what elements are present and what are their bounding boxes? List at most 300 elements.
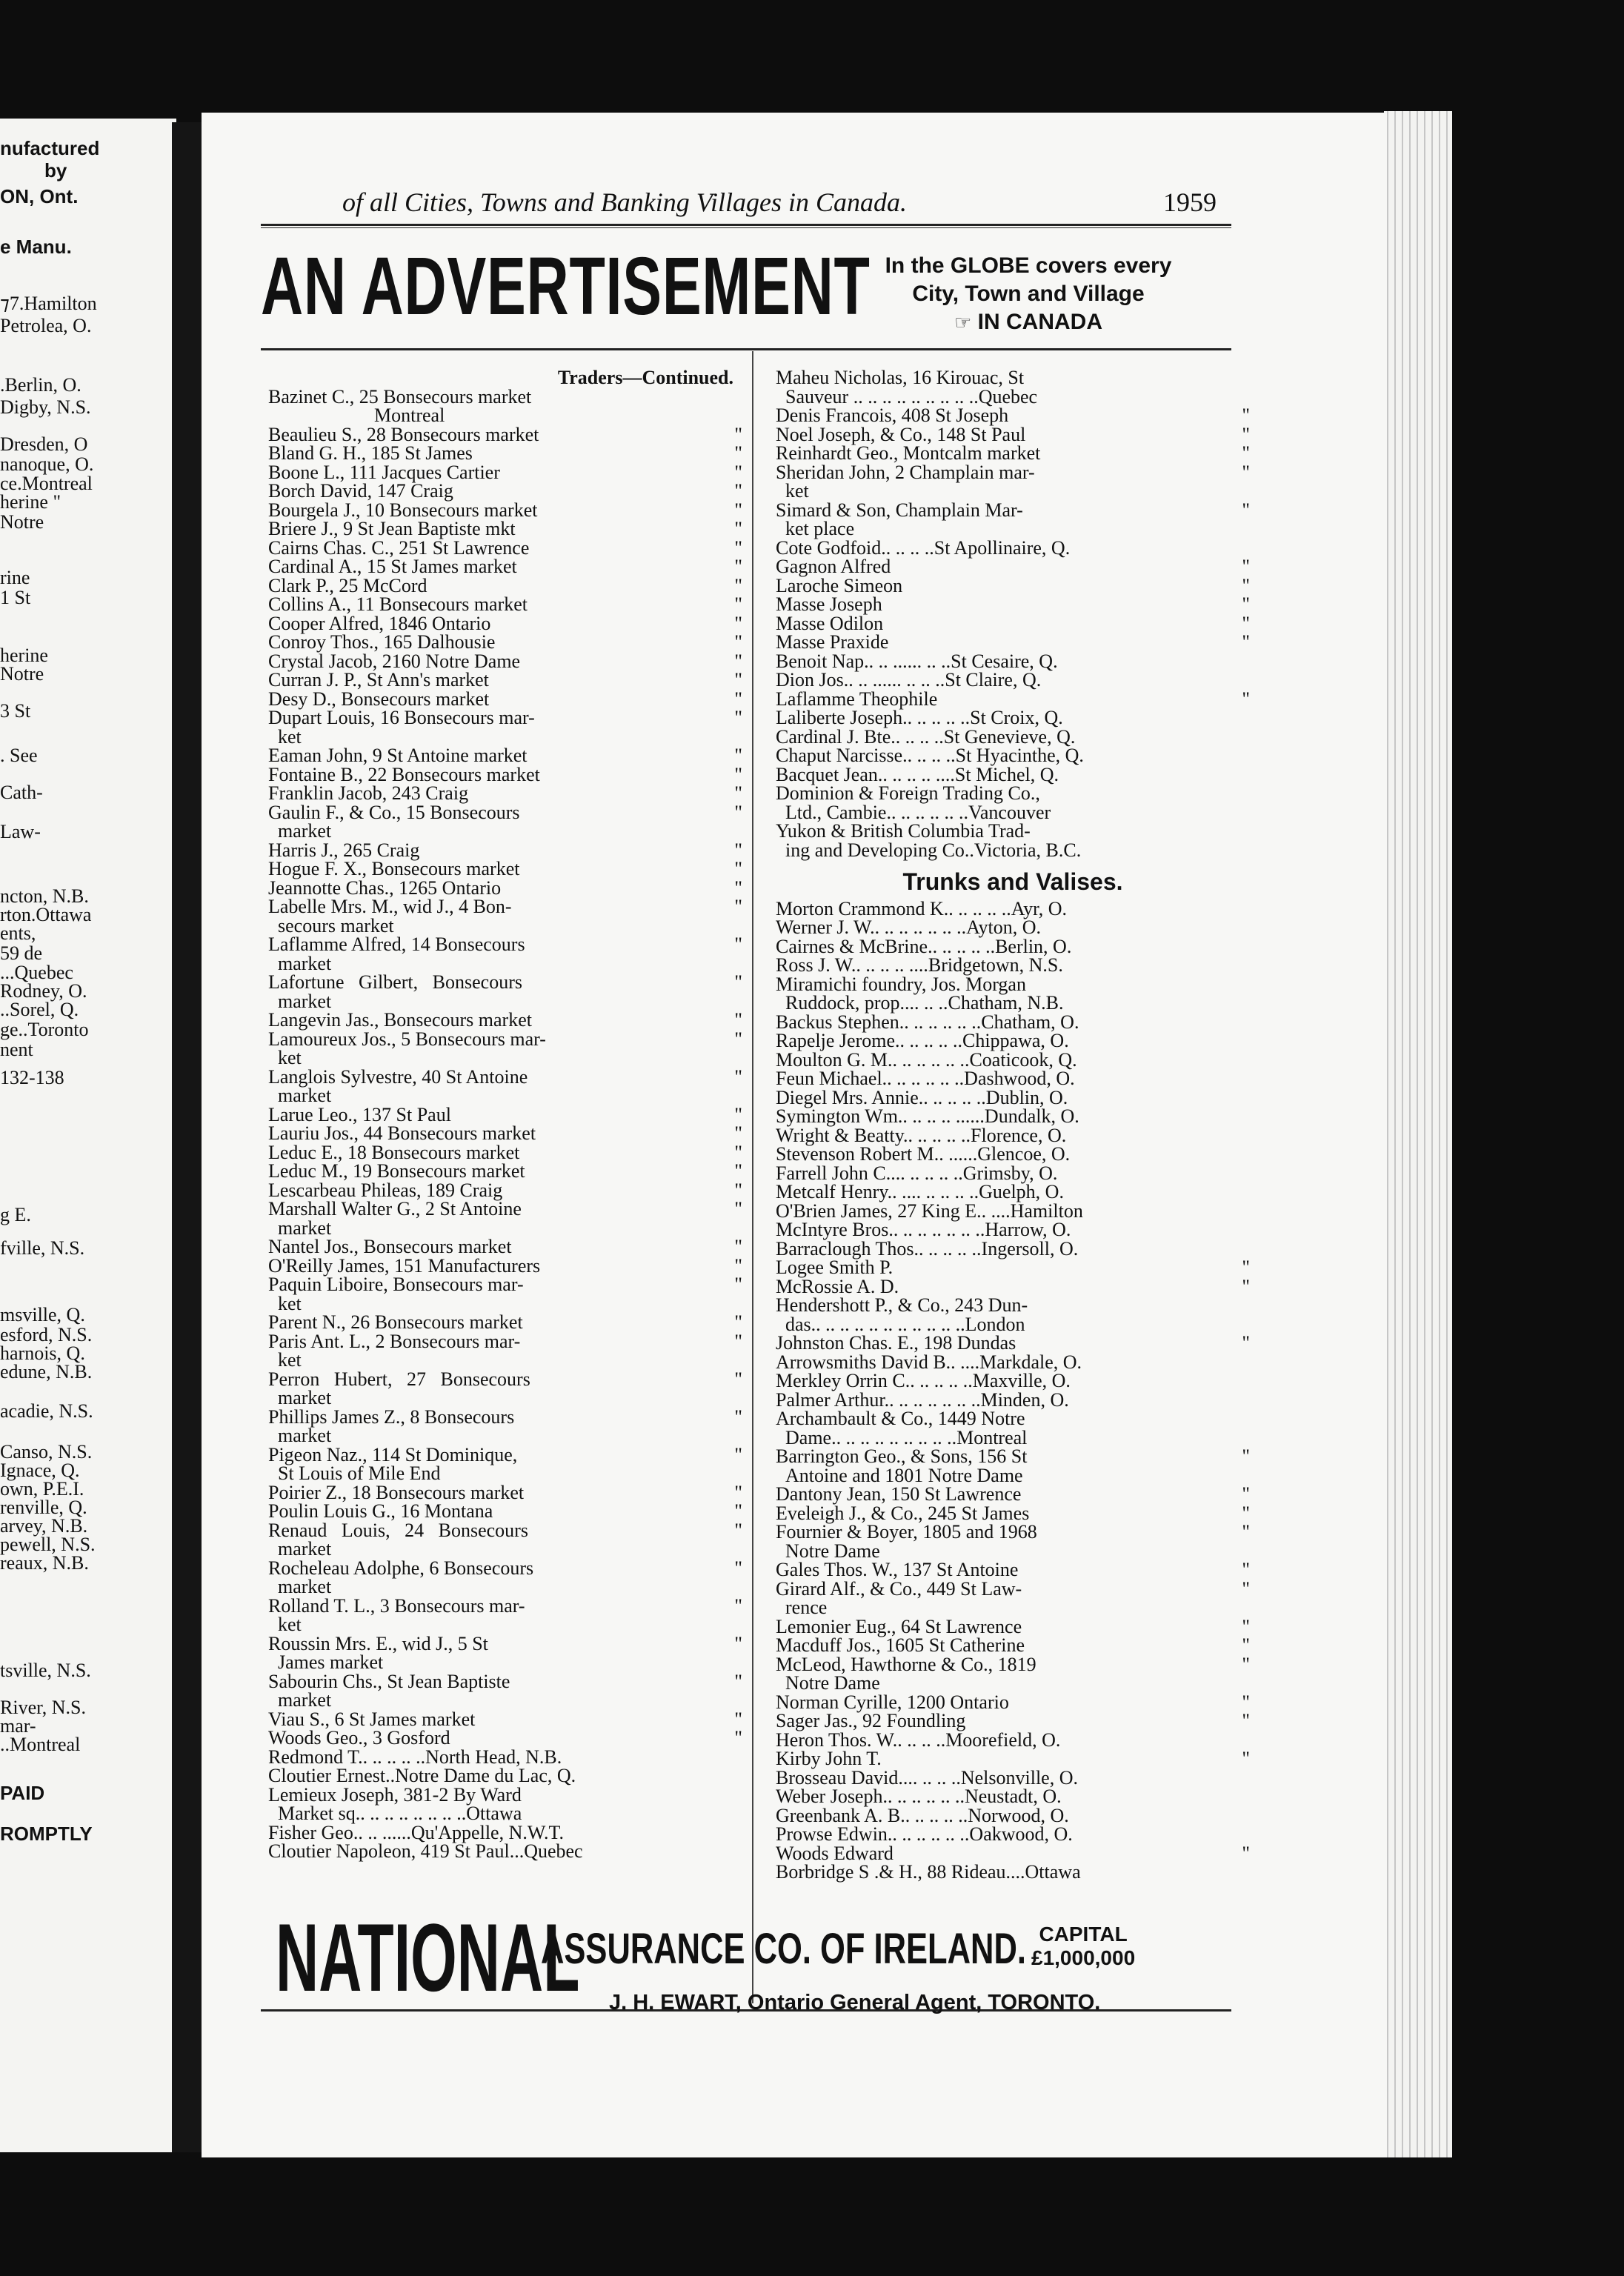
entry-town: " [1242,1445,1250,1467]
entry-name: Hendershott P., & Co., 243 Dun- das.. .. .. .. .. .. .. .. .. .. ..London [776,1294,1028,1335]
list-item [268,1783,742,1824]
list-item [776,765,1250,785]
list-item [776,784,1250,822]
list-item [776,1145,1250,1164]
entry-town: " [734,1330,742,1352]
ad-line-1: In the GLOBE covers every [885,253,1172,278]
capital-label: CAPITAL [1039,1923,1128,1946]
entry-name: Dion Jos.. .. ...... .. .. ..St Claire, Q. [776,669,1042,691]
list-item [776,918,1250,937]
list-item [268,708,742,746]
entry-name: Gales Thos. W., 137 St Antoine [776,1559,1019,1580]
list-item [268,1199,742,1237]
list-item [776,1277,1250,1297]
facing-page-line: nufactured [0,137,100,159]
list-item [268,973,742,1011]
list-item [268,1502,742,1521]
entry-name: Wright & Beatty.. .. .. .. ..Florence, O. [776,1124,1067,1146]
facing-page-line: Ignace, Q. [0,1460,80,1481]
list-item [776,1107,1250,1126]
entry-town: " [1242,574,1250,596]
entry-town: " [1242,1257,1250,1278]
facing-page-line: harnois, Q. [0,1342,85,1364]
entry-name: Pigeon Naz., 114 St Dominique, St Louis of Mile End [268,1443,518,1484]
list-item [776,1728,1250,1751]
list-item [268,1162,742,1181]
entry-name: Fisher Geo.. .. ......Qu'Appelle, N.W.T. [268,1821,564,1843]
list-item [268,1181,742,1200]
list-item [776,1636,1250,1655]
facing-page-line: ROMPTLY [0,1823,93,1845]
entry-name: Prowse Edwin.. .. .. .. .. ..Oakwood, O. [776,1823,1073,1845]
ad-line-3: IN CANADA [977,310,1102,334]
entry-name: O'Reilly James, 151 Manufacturers [268,1254,541,1277]
list-item [268,614,742,633]
running-head: of all Cities, Towns and Banking Villages in Canada. [342,187,908,217]
list-item [776,1863,1250,1882]
facing-page-line: ON, Ont. [0,185,79,207]
list-item [776,1031,1250,1051]
list-item [776,595,1250,614]
entry-name: Brosseau David.... .. .. ..Nelsonville, O. [776,1766,1079,1788]
list-item [776,1577,1250,1618]
list-item [268,1766,742,1786]
entry-name: Collins A., 11 Bonsecours market [268,593,528,615]
entry-name: Masse Joseph [776,593,882,615]
entry-town: " [734,707,742,728]
list-item [268,1370,742,1408]
list-item [776,1806,1250,1826]
list-item [268,1275,742,1313]
list-item [268,746,742,765]
facing-page-line: Dresden, O [0,433,88,455]
entry-town: " [734,971,742,993]
entry-name: Macduff Jos., 1605 St Catherine [776,1634,1025,1656]
entry-name: Phillips James Z., 8 Bonsecours market [268,1405,515,1446]
list-item [776,1334,1250,1353]
list-item [776,956,1250,975]
list-item [776,1749,1250,1768]
pointing-hand-icon: ☞ [954,312,972,334]
entry-town: " [734,480,742,502]
facing-page-line: ce.Montreal [0,473,93,494]
entry-name: Conroy Thos., 165 Dalhousie [268,631,496,653]
list-item [776,725,1250,748]
entry-name: Cloutier Ernest..Notre Dame du Lac, Q. [268,1765,576,1786]
facing-page-line: nanoque, O. [0,453,94,475]
entry-town: " [734,1311,742,1333]
entry-name: Moulton G. M.. .. .. .. .. ..Coaticook, Q. [776,1048,1077,1071]
facing-page-line: ents, [0,922,36,944]
list-item [268,1842,742,1861]
entry-name: Ross J. W.. .. .. .. ....Bridgetown, N.S. [776,954,1063,976]
entry-name: Hogue F. X., Bonsecours market [268,858,520,879]
list-item [268,1065,742,1106]
list-item [268,444,742,463]
entry-town: " [1242,1691,1250,1713]
entry-name: Langlois Sylvestre, 40 St Antoine market [268,1065,528,1106]
list-item [776,463,1250,501]
entry-name: Desy D., Bonsecours market [268,688,490,710]
entry-town: " [734,423,742,445]
list-item [776,1844,1250,1863]
advertisement-text [828,252,1228,337]
list-item [776,1768,1250,1788]
entry-name: Barrington Geo., & Sons, 156 St Antoine and 1801 Notre Dame [776,1445,1028,1486]
list-item [268,1405,742,1446]
list-item [268,1445,742,1483]
entry-name: Borch David, 147 Craig [268,480,453,502]
entry-name: Lauriu Jos., 44 Bonsecours market [268,1122,536,1144]
entry-name: Bazinet C., 25 Bonsecours market Montreal [268,385,532,426]
entry-town: " [1242,423,1250,445]
list-item [776,368,1250,406]
list-item [776,1560,1250,1580]
entry-town: " [1242,1275,1250,1297]
entry-town: " [734,442,742,464]
entry-town: " [734,934,742,955]
entry-name: McLeod, Hawthorne & Co., 1819 Notre Dame [776,1653,1036,1694]
ad-rule [261,348,1231,350]
entry-name: Cairnes & McBrine.. .. .. .. ..Berlin, O. [776,935,1072,957]
entry-name: Heron Thos. W.. .. .. ..Moorefield, O. [776,1728,1061,1751]
facing-page-line: pewell, N.S. [0,1534,96,1555]
list-item [268,536,742,559]
entry-name: Johnston Chas. E., 198 Dundas [776,1332,1016,1354]
list-item [776,1237,1250,1260]
list-item [776,1504,1250,1523]
facing-page-line: own, P.E.I. [0,1478,84,1500]
entry-town: " [734,499,742,521]
entry-name: Laflamme Theophile [776,688,938,710]
list-item [268,935,742,973]
entry-town: " [734,1103,742,1125]
list-item [776,708,1250,728]
list-item [776,1048,1250,1071]
entry-town: " [734,763,742,785]
facing-page-line: herine [0,645,48,666]
entry-name: Barraclough Thos.. .. .. .. ..Ingersoll, O. [776,1237,1079,1260]
entry-name: Langevin Jas., Bonsecours market [268,1009,532,1031]
page-number: 1959 [1163,187,1217,217]
entry-name: Larue Leo., 137 St Paul [268,1103,451,1125]
list-item [268,803,742,841]
entry-name: Woods Geo., 3 Gosford [268,1727,450,1748]
entry-name: Lamoureux Jos., 5 Bonsecours mar- ket [268,1028,546,1068]
list-item [268,557,742,576]
list-item [268,595,742,614]
list-item [268,1124,742,1143]
entry-name: Redmond T.. .. .. .. ..North Head, N.B. [268,1746,562,1768]
entry-name: Logee Smith P. [776,1257,893,1278]
entry-town: " [1242,1577,1250,1600]
entry-town: " [734,839,742,861]
facing-page-line: Notre [0,663,44,685]
entry-town: " [734,1368,742,1390]
facing-page-line: ⁊7.Hamilton [0,293,97,314]
list-item [268,1728,742,1748]
list-item [268,1748,742,1767]
facing-page-line: edune, N.B. [0,1361,93,1382]
list-item [776,1617,1250,1637]
list-item [776,746,1250,765]
facing-page-line: Canso, N.S. [0,1441,93,1463]
entry-name: Benoit Nap.. .. ...... .. ..St Cesaire, Q. [776,650,1058,672]
entry-town: " [734,556,742,577]
entry-town: " [734,1708,742,1730]
list-item [268,859,742,879]
ad-national: NATIONAL [276,1903,580,2012]
entry-name: Weber Joseph.. .. .. .. .. ..Neustadt, O. [776,1786,1062,1807]
facing-page [0,119,176,2152]
entry-name: Dominion & Foreign Trading Co., Ltd., Cambie.. .. .. .. .. ..Vancouver [776,782,1051,823]
facing-page-line: arvey, N.B. [0,1515,88,1537]
list-item [776,1296,1250,1334]
list-item [268,1672,742,1710]
entry-name: Arrowsmiths David B.. ....Markdale, O. [776,1351,1082,1373]
list-item [268,784,742,803]
entry-name: Woods Edward [776,1842,893,1864]
list-item [776,1182,1250,1202]
facing-page-line: Cath- [0,782,43,803]
entry-name: Palmer Arthur.. .. .. .. .. .. ..Minden, O. [776,1388,1069,1411]
facing-page-line: msville, Q. [0,1304,85,1325]
entry-town: " [734,876,742,899]
entry-name: Briere J., 9 St Jean Baptiste mkt [268,518,516,539]
entry-name: Lemieux Joseph, 381-2 By Ward Market sq.. .. .. .. .. .. .. ..Ottawa [268,1783,522,1824]
list-item [268,1332,742,1370]
facing-page-line: acadie, N.S. [0,1400,93,1422]
entry-name: Dantony Jean, 150 St Lawrence [776,1483,1022,1505]
entry-name: Leduc M., 19 Bonsecours market [268,1160,525,1182]
book-gutter [172,122,203,2152]
list-item [776,1353,1250,1372]
traders-list [268,387,742,1861]
ad-company: ASSURANCE CO. OF IRELAND. [541,1925,1026,1973]
entry-town: " [734,1236,742,1257]
facing-page-line: Rodney, O. [0,980,87,1002]
entry-name: Bourgela J., 10 Bonsecours market [268,499,538,521]
entry-name: Cardinal A., 15 St James market [268,556,517,577]
entry-name: Curran J. P., St Ann's market [268,669,489,691]
facing-page-line: nent [0,1039,33,1060]
entry-name: Poirier Z., 18 Bonsecours market [268,1481,525,1503]
column-divider [752,351,753,2003]
entry-name: Paris Ant. L., 2 Bonsecours mar- ket [268,1330,521,1371]
entry-name: Metcalf Henry.. .... .. .. .. ..Guelph, O. [776,1181,1064,1202]
list-item [776,425,1250,445]
entry-name: Lafortune Gilbert, Bonsecours market [268,971,522,1012]
entry-name: McIntyre Bros.. .. .. .. .. .. ..Harrow, O. [776,1219,1071,1240]
top-rule [261,224,1231,226]
list-item [268,1254,742,1277]
list-item [776,1523,1250,1560]
entry-name: Symington Wm.. .. .. .. ......Dundalk, O. [776,1105,1079,1127]
entry-name: Rapelje Jerome.. .. .. .. ..Chippawa, O. [776,1030,1069,1051]
entry-name: Feun Michael.. .. .. .. .. ..Dashwood, O. [776,1068,1075,1089]
entry-name: Girard Alf., & Co., 449 St Law- rence [776,1577,1022,1618]
entry-name: Greenbank A. B.. .. .. .. ..Norwood, O. [776,1804,1069,1826]
entry-name: Maheu Nicholas, 16 Kirouac, St Sauveur .. .. .. .. .. .. .. .. ..Quebec [776,367,1038,407]
list-item [776,1199,1250,1222]
list-item [268,1483,742,1503]
list-item [776,1126,1250,1145]
entry-name: Farrell John C.... .. .. .. ..Grimsby, O. [776,1162,1058,1184]
list-item [776,822,1250,859]
entry-name: Lemonier Eug., 64 St Lawrence [776,1615,1022,1637]
list-item [776,1447,1250,1485]
entry-name: Clark P., 25 McCord [268,574,427,596]
list-item [776,937,1250,956]
list-item [268,1710,742,1729]
entry-town: " [1242,1521,1250,1543]
facing-page-line: 132-138 [0,1067,64,1088]
list-item [268,690,742,709]
facing-page-line: ..Montreal [0,1734,81,1755]
entry-town: " [734,612,742,634]
entry-town: " [734,1009,742,1031]
facing-page-line: Digby, N.S. [0,396,91,418]
entry-name: Dupart Louis, 16 Bonsecours mar- ket [268,707,535,748]
entry-town: " [734,1141,742,1163]
entry-name: Roussin Mrs. E., wid J., 5 St James market [268,1632,488,1673]
facing-page-line: ge..Toronto [0,1019,89,1040]
entry-name: Fontaine B., 22 Bonsecours market [268,763,540,785]
list-item [268,633,742,652]
entry-town: " [1242,1653,1250,1675]
entry-town: " [1242,442,1250,464]
top-rule-thin [261,227,1231,228]
entry-town: " [734,1198,742,1219]
entry-town: " [734,1179,742,1201]
facing-page-line: herine " [0,491,61,513]
entry-town: " [734,1519,742,1541]
list-item [268,1521,742,1559]
entry-name: Boone L., 111 Jacques Cartier [268,461,500,483]
list-item [776,406,1250,425]
entry-name: Laflamme Alfred, 14 Bonsecours market [268,934,525,974]
advertisement-title: AN ADVERTISEMENT [261,241,871,332]
entry-town: " [1242,1842,1250,1864]
facing-page-line: . See [0,745,38,766]
facing-page-line: Notre [0,511,44,533]
facing-page-line: mar- [0,1715,36,1737]
list-item [776,576,1250,596]
left-column [268,368,742,1861]
entry-name: Leduc E., 18 Bonsecours market [268,1141,520,1163]
list-item [268,1823,742,1843]
entry-name: Parent N., 26 Bonsecours market [268,1311,523,1333]
list-item [268,1634,742,1672]
ad-agent: J. H. EWART, Ontario General Agent, TORONTO. [609,1991,1101,2014]
entry-town: " [734,631,742,653]
entry-town: " [1242,499,1250,521]
facing-page-line: rton.Ottawa [0,904,92,925]
list-item [268,576,742,596]
list-item [776,671,1250,690]
entry-name: Miramichi foundry, Jos. Morgan Ruddock, prop.... .. ..Chatham, N.B. [776,973,1064,1014]
entry-name: Gagnon Alfred [776,556,891,577]
entry-name: Archambault & Co., 1449 Notre Dame.. .. .. .. .. .. .. .. ..Montreal [776,1408,1028,1448]
entry-name: Bland G. H., 185 St James [268,442,473,464]
entry-name: Noel Joseph, & Co., 148 St Paul [776,423,1026,445]
facing-page-line: by [44,159,67,182]
traders-list-continued [776,368,1250,859]
entry-town: " [1242,1634,1250,1656]
entry-town: " [1242,1483,1250,1505]
list-item [268,501,742,520]
entry-name: Eaman John, 9 St Antoine market [268,745,528,766]
facing-page-line: PAID [0,1782,45,1804]
entry-town: " [734,1632,742,1654]
list-item [268,463,742,482]
entry-name: Backus Stephen.. .. .. .. .. ..Chatham, O. [776,1011,1079,1033]
entry-name: Cooper Alfred, 1846 Ontario [268,612,491,634]
list-item [268,1011,742,1030]
entry-town: " [734,1727,742,1748]
entry-name: Jeannotte Chas., 1265 Ontario [268,876,502,899]
facing-page-line: ncton, N.B. [0,885,89,907]
entry-name: Sager Jas., 92 Foundling [776,1710,966,1731]
list-item [776,1693,1250,1712]
entry-name: Masse Odilon [776,612,884,634]
list-item [268,841,742,860]
entry-name: McRossie A. D. [776,1275,899,1297]
list-item [268,1105,742,1125]
facing-page-line: fville, N.S. [0,1237,85,1259]
list-item [776,1088,1250,1108]
list-item [776,1069,1250,1088]
entry-name: Masse Praxide [776,631,889,653]
list-item [776,1825,1250,1844]
list-item [776,1388,1250,1411]
facing-page-line: e Manu. [0,236,72,258]
list-item [268,876,742,899]
ad-line-2: City, Town and Village [912,282,1145,306]
list-item [776,1164,1250,1183]
list-item [776,1711,1250,1731]
section-heading-trunks: Trunks and Valises. [902,868,1123,895]
entry-town: " [734,593,742,615]
entry-town: " [734,1500,742,1522]
entry-name: Fournier & Boyer, 1805 and 1968 Notre Dame [776,1521,1037,1562]
entry-town: " [1242,612,1250,634]
entry-town: " [1242,405,1250,426]
entry-name: Nantel Jos., Bonsecours market [268,1236,512,1257]
right-column [776,368,1250,1882]
entry-town: " [734,536,742,559]
ad-capital [1031,1923,1135,1970]
entry-name: Cote Godfoid.. .. .. ..St Apollinaire, Q. [776,536,1071,559]
list-item [776,652,1250,671]
entry-name: Sheridan John, 2 Champlain mar- ket [776,461,1035,502]
list-item [268,482,742,501]
entry-town: " [734,1670,742,1692]
entry-town: " [734,1028,742,1050]
list-item [776,1013,1250,1032]
entry-name: Laroche Simeon [776,574,903,596]
entry-town: " [1242,556,1250,577]
list-item [776,633,1250,652]
entry-name: Perron Hubert, 27 Bonsecours market [268,1368,530,1408]
trunks-list [776,899,1250,1882]
entry-town: " [1242,631,1250,653]
entry-town: " [1242,688,1250,710]
entry-town: " [1242,1615,1250,1637]
insurance-advertisement [276,1903,1239,2057]
entry-name: Eveleigh J., & Co., 245 St James [776,1502,1030,1524]
facing-page-line: Law- [0,821,41,842]
